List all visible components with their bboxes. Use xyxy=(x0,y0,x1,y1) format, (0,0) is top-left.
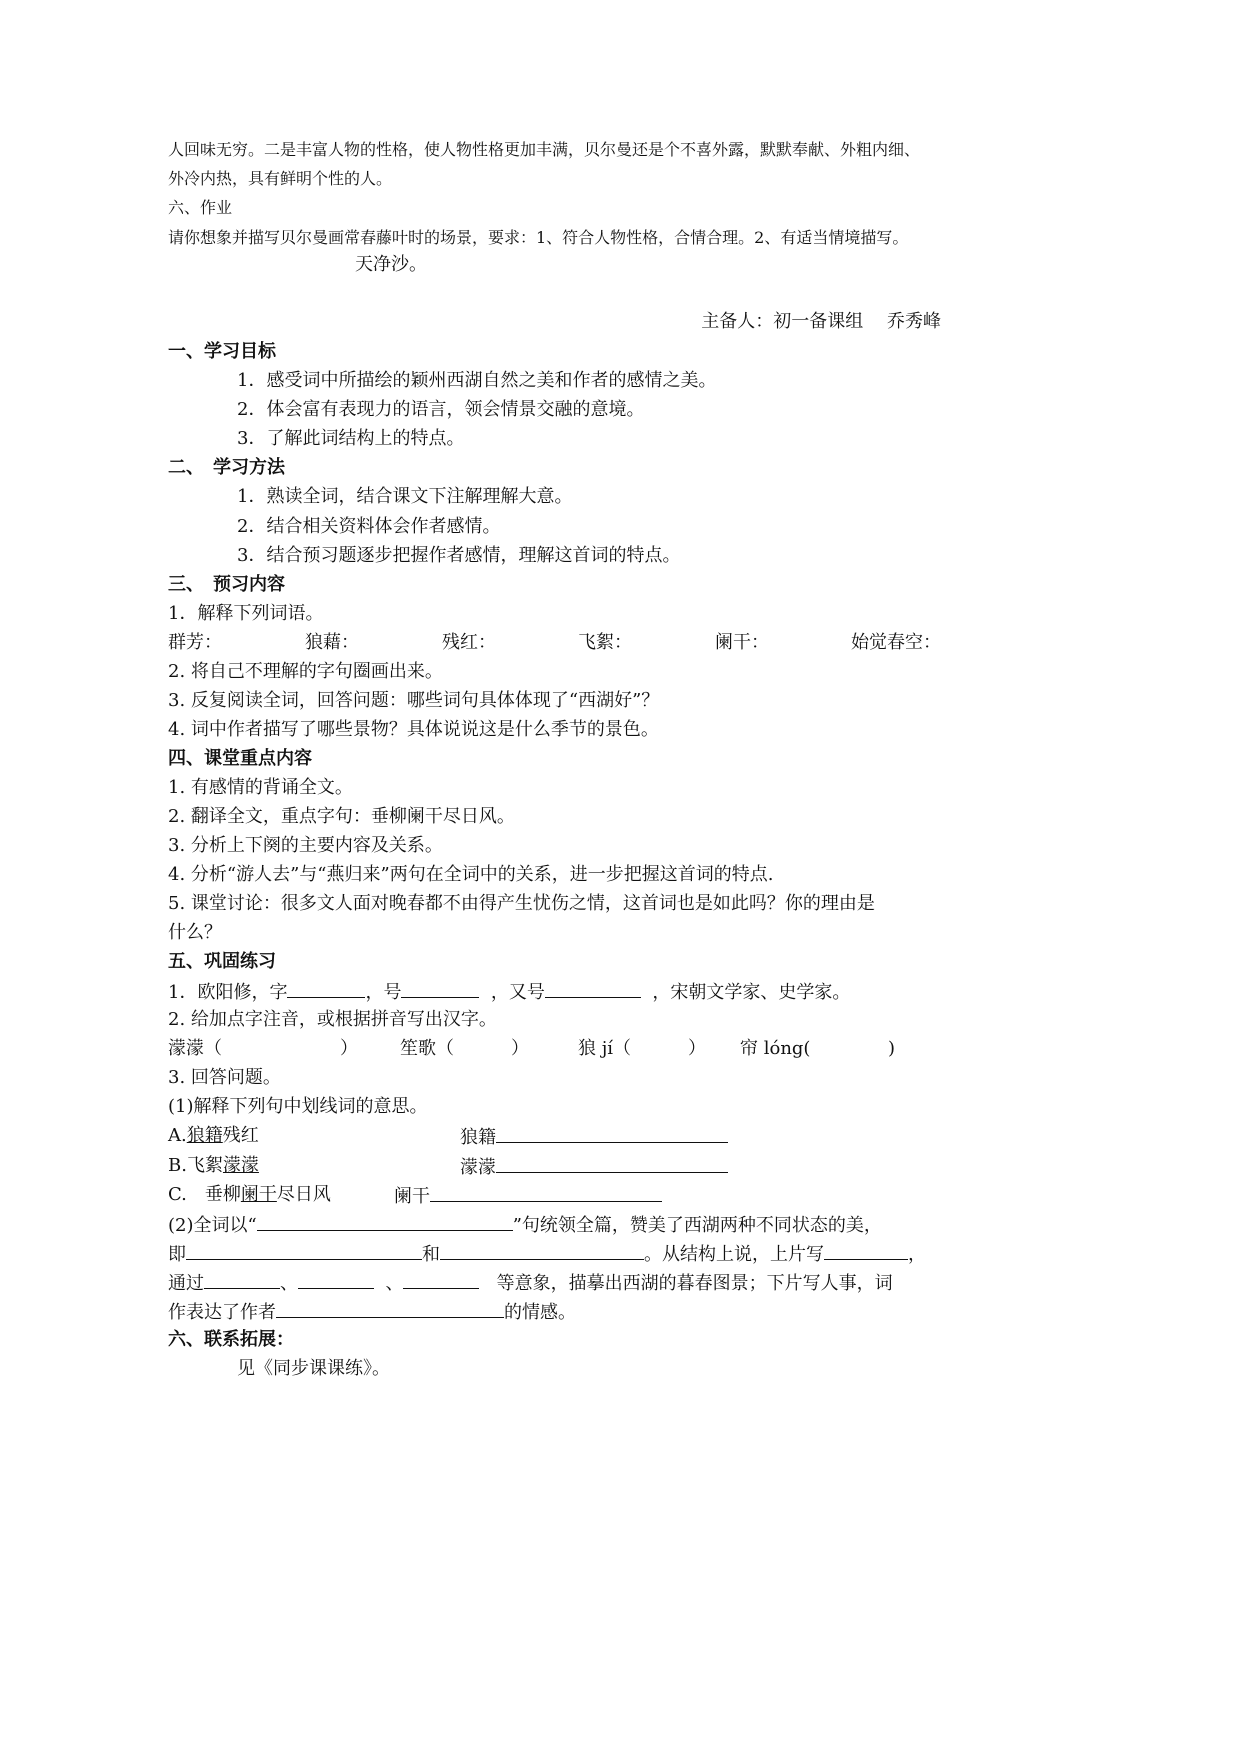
text: (2)全词以“ xyxy=(168,1215,257,1236)
section2-heading: 二、 学习方法 xyxy=(168,457,285,478)
text: 。从结构上说，上片写 xyxy=(644,1244,824,1265)
terms-row xyxy=(168,631,948,655)
s4-item: 2. 翻译全文，重点字句：垂柳阑干尽日风。 xyxy=(168,806,515,827)
text: ，号 xyxy=(365,982,402,1003)
q-a xyxy=(168,1124,496,1148)
term: 残红： xyxy=(442,632,496,653)
text: ， xyxy=(908,1244,926,1265)
text: 作表达了作者 xyxy=(168,1302,276,1323)
s4-item: 什么？ xyxy=(168,922,222,943)
s4-item: 3. 分析上下阕的主要内容及关系。 xyxy=(168,835,443,856)
pinyin-row xyxy=(168,1037,948,1061)
s4-item: 4. 分析“游人去”与“燕归来”两句在全词中的关系，进一步把握这首词的特点. xyxy=(168,864,774,885)
text: 和 xyxy=(422,1244,440,1265)
s5-q3: 3. 回答问题。 xyxy=(168,1067,281,1088)
q3-2-line2 xyxy=(168,1241,926,1265)
q3-2-line4 xyxy=(168,1299,576,1323)
text: ） xyxy=(688,1038,706,1059)
term: 飞絮： xyxy=(578,632,632,653)
s1-item: 1．感受词中所描绘的颖州西湖自然之美和作者的感情之美。 xyxy=(237,370,717,391)
text: A. xyxy=(168,1125,187,1146)
text: 阑干 xyxy=(394,1186,430,1207)
text: 帘 lóng( xyxy=(740,1038,811,1059)
text: 残红 xyxy=(222,1125,259,1146)
text: 笙歌（ xyxy=(400,1038,454,1059)
answer-blank[interactable] xyxy=(204,1270,280,1289)
answer-blank[interactable] xyxy=(496,1154,728,1173)
text: 通过 xyxy=(168,1273,204,1294)
term: 阑干： xyxy=(715,632,769,653)
term: 始觉春空： xyxy=(851,632,941,653)
section4-heading: 四、课堂重点内容 xyxy=(168,748,312,769)
text: 、 xyxy=(385,1273,404,1294)
s5-q1 xyxy=(168,979,850,1003)
homework-text: 请你想象并描写贝尔曼画常春藤叶时的场景，要求：1、符合人物性格，合情合理。2、有适当情境描写。 xyxy=(168,228,909,247)
s3-q1: 1．解释下列词语。 xyxy=(168,603,324,624)
answer-blank[interactable] xyxy=(496,1124,728,1143)
answer-blank[interactable] xyxy=(403,1270,479,1289)
q3-2-line3 xyxy=(168,1270,893,1294)
answer-blank[interactable] xyxy=(186,1241,422,1260)
answer-blank[interactable] xyxy=(824,1241,908,1260)
text: 的情感。 xyxy=(504,1302,576,1323)
text: 、 xyxy=(280,1273,298,1294)
s2-item: 1．熟读全词，结合课文下注解理解大意。 xyxy=(237,486,573,507)
text: B.飞絮 xyxy=(168,1155,223,1176)
s5-q3-1: (1)解释下列句中划线词的意思。 xyxy=(168,1096,428,1117)
s3-q4: 4. 词中作者描写了哪些景物？具体说说这是什么季节的景色。 xyxy=(168,719,659,740)
s5-q2: 2. 给加点字注音，或根据拼音写出汉字。 xyxy=(168,1009,497,1030)
term: 群芳： xyxy=(168,632,222,653)
s1-item: 2．体会富有表现力的语言，领会情景交融的意境。 xyxy=(237,399,645,420)
answer-blank[interactable] xyxy=(401,979,479,998)
s2-item: 3．结合预习题逐步把握作者感情，理解这首词的特点。 xyxy=(237,545,681,566)
term: 狼藉： xyxy=(305,632,359,653)
s6-text: 见《同步课课练》。 xyxy=(237,1358,390,1379)
section3-heading: 三、 预习内容 xyxy=(168,574,285,595)
answer-blank[interactable] xyxy=(440,1241,644,1260)
text: ） xyxy=(340,1038,358,1059)
answer-blank[interactable] xyxy=(276,1299,504,1318)
text: ，又号 xyxy=(490,982,545,1003)
section1-heading: 一、学习目标 xyxy=(168,341,276,362)
s3-q2: 2. 将自己不理解的字句圈画出来。 xyxy=(168,661,443,682)
text: ) xyxy=(888,1038,896,1059)
doc-title: 天净沙。 xyxy=(355,254,427,275)
answer-blank[interactable] xyxy=(430,1183,662,1202)
underlined-word: 阑干 xyxy=(240,1184,277,1205)
q3-2-line1 xyxy=(168,1212,882,1236)
prev-line-2: 外冷内热，具有鲜明个性的人。 xyxy=(168,169,393,188)
section6-heading: 六、联系拓展： xyxy=(168,1329,294,1350)
text: 濛濛 xyxy=(460,1157,496,1178)
s4-item: 5. 课堂讨论：很多文人面对晚春都不由得产生忧伤之情，这首词也是如此吗？你的理由是 xyxy=(168,893,875,914)
answer-blank[interactable] xyxy=(287,979,365,998)
underlined-word: 濛濛 xyxy=(222,1155,259,1176)
q-c xyxy=(168,1183,430,1207)
text: 狼籍 xyxy=(460,1127,496,1148)
q-b xyxy=(168,1154,496,1178)
text: 即 xyxy=(168,1244,186,1265)
text: 1．欧阳修，字 xyxy=(168,982,288,1003)
section5-heading: 五、巩固练习 xyxy=(168,951,276,972)
prev-line-1: 人回味无穷。二是丰富人物的性格，使人物性格更加丰满，贝尔曼还是个不喜外露，默默奉献、外粗内细、 xyxy=(168,140,921,159)
author-line: 主备人：初一备课组 乔秀峰 xyxy=(701,311,941,332)
text: 濛濛（ xyxy=(168,1038,222,1059)
s4-item: 1. 有感情的背诵全文。 xyxy=(168,777,353,798)
underlined-word: 狼籍 xyxy=(186,1125,223,1146)
s1-item: 3．了解此词结构上的特点。 xyxy=(237,428,465,449)
answer-blank[interactable] xyxy=(257,1212,513,1231)
answer-blank[interactable] xyxy=(545,979,641,998)
text: 等意象，描摹出西湖的暮春图景；下片写人事，词 xyxy=(496,1273,893,1294)
s2-item: 2．结合相关资料体会作者感情。 xyxy=(237,516,501,537)
homework-title: 六、作业 xyxy=(168,198,233,217)
text: ，宋朝文学家、史学家。 xyxy=(652,982,851,1003)
answer-blank[interactable] xyxy=(298,1270,374,1289)
s3-q3: 3. 反复阅读全词，回答问题：哪些词句具体体现了“西湖好”？ xyxy=(168,690,660,711)
text: ） xyxy=(511,1038,529,1059)
text: 尽日风 xyxy=(276,1184,331,1205)
text: C. 垂柳 xyxy=(168,1184,241,1205)
text: ”句统领全篇，赞美了西湖两种不同状态的美， xyxy=(512,1215,882,1236)
text: 狼 jí（ xyxy=(578,1038,632,1059)
